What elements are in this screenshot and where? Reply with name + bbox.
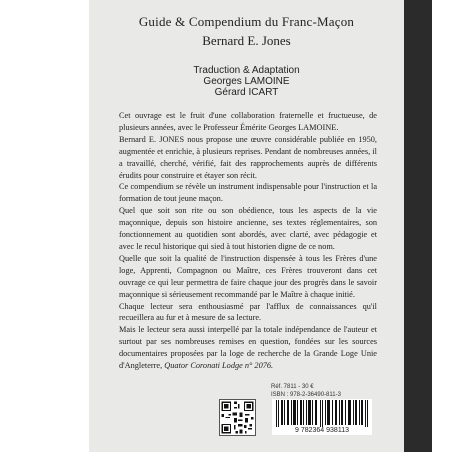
blurb-paragraph-5: Quelle que soit la qualité de l'instruction dispensée à tous les Frères d'une loge, Apprenti, Compagnon ou Maître, ces Frères trouveront dans cet ouvrage ce qui leur permettra de faire chaque jour des progrès dans le savoir maçonnique si sérieusement recommandé par le Maître à chaque initié. bbox=[119, 253, 377, 299]
translation-credits bbox=[89, 65, 404, 98]
isbn-number: ISBN : 978-2-36490-811-3 bbox=[271, 392, 341, 398]
reference-price: Réf. 7811 - 30 € bbox=[271, 384, 314, 390]
book-title: Guide & Compendium du Franc-Maçon bbox=[138, 14, 355, 29]
blurb-paragraph-7-text: Mais le lecteur sera aussi interpellé par la totale indépendance de l'auteur et surtout par ses nombreuses remises en question, fondées sur les sources documentaires proposées par la loge de recherche de la Grande Loge Unie d'Angleterre, bbox=[119, 325, 377, 371]
translator-2: Gérard ICART bbox=[214, 87, 279, 98]
barcode-icon bbox=[272, 399, 372, 435]
translator-1: Georges LAMOINE bbox=[203, 76, 290, 87]
blurb-paragraph-4: Quel que soit son rite ou son obédience, tous les aspects de la vie maçonnique, depuis son histoire ancienne, ses textes réglementaires, son fonctionnement au quotidien sont abordés, avec clarté, avec pédagogie et avec le recul historique qui sied à tout historien digne de ce nom. bbox=[119, 206, 377, 251]
blurb-text bbox=[119, 110, 377, 372]
lodge-name: Quator Coronati Lodge n° 2076. bbox=[164, 361, 274, 371]
book-metadata bbox=[271, 383, 381, 399]
book-author: Bernard E. Jones bbox=[202, 33, 291, 48]
blurb-paragraph-2: Bernard E. JONES nous propose une œuvre considérable publiée en 1950, augmentée et enrichie, à plusieurs reprises. Pendant de nombreuses années, il a travaillé, cherché, vérifié, fait des rapprochements auprès de différents érudits pour construire et étayer son récit. bbox=[119, 134, 377, 180]
qr-code-icon bbox=[219, 399, 256, 436]
blurb-paragraph-6: Chaque lecteur sera enthousiasmé par l'afflux de connaissances qu'il recueillera au fur et à mesure de sa lecture. bbox=[119, 301, 377, 323]
back-cover bbox=[89, 0, 432, 452]
barcode-number: 9 782364 938113 bbox=[295, 427, 349, 434]
blurb-paragraph-3: Ce compendium se révèle un instrument indispensable pour l'instruction et la formation de tout jeune maçon. bbox=[119, 182, 377, 204]
blurb-paragraph-1: Cet ouvrage est le fruit d'une collaboration fraternelle et fructueuse, de plusieurs années, avec le Professeur Émérite Georges LAMOINE. bbox=[119, 111, 377, 132]
blurb-paragraph-7 bbox=[119, 324, 377, 372]
credits-heading: Traduction & Adaptation bbox=[193, 65, 300, 76]
